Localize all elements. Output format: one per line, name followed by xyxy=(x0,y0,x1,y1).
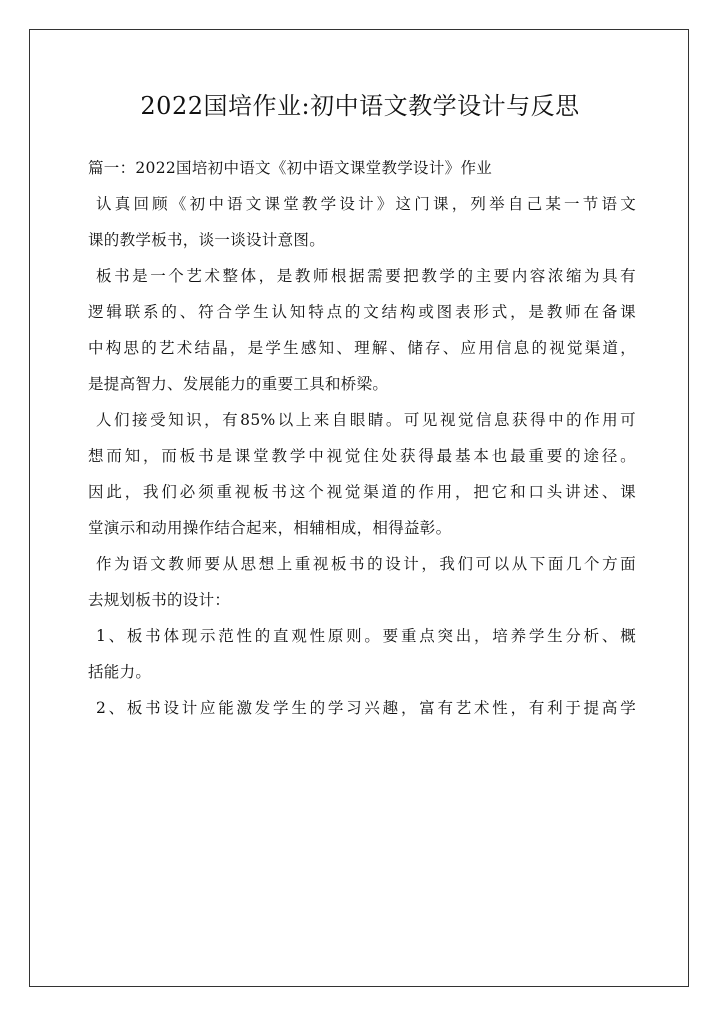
list-item-line: 括能力。 xyxy=(88,663,152,681)
paragraph-line: 想而知，而板书是课堂教学中视觉住处获得最基本也最重要的途径。 xyxy=(88,447,636,465)
paragraph-line: 堂演示和动用操作结合起来，相辅相成，相得益彰。 xyxy=(88,519,452,537)
paragraph-line: 逻辑联系的、符合学生认知特点的文结构或图表形式，是教师在备课 xyxy=(88,303,636,321)
section-heading: 篇一：2022国培初中语文《初中语文课堂教学设计》作业 xyxy=(88,159,493,177)
paragraph-line: 中构思的艺术结晶，是学生感知、理解、储存、应用信息的视觉渠道， xyxy=(88,339,636,357)
paragraph-line: 人们接受知识，有85%以上来自眼睛。可见视觉信息获得中的作用可 xyxy=(96,411,636,429)
document-body xyxy=(88,150,636,726)
paragraph-line: 是提高智力、发展能力的重要工具和桥梁。 xyxy=(88,375,389,393)
list-item-line: 1、板书体现示范性的直观性原则。要重点突出，培养学生分析、概 xyxy=(96,627,636,645)
paragraph-line: 去规划板书的设计： xyxy=(88,591,231,609)
paragraph-line: 板书是一个艺术整体，是教师根据需要把教学的主要内容浓缩为具有 xyxy=(96,267,636,285)
paragraph-line: 课的教学板书，谈一谈设计意图。 xyxy=(88,231,326,249)
document-title: 2022国培作业:初中语文教学设计与反思 xyxy=(140,92,580,120)
paragraph-line: 作为语文教师要从思想上重视板书的设计，我们可以从下面几个方面 xyxy=(96,555,636,573)
paragraph-line: 因此，我们必须重视板书这个视觉渠道的作用，把它和口头讲述、课 xyxy=(88,483,636,501)
list-item-line: 2、板书设计应能激发学生的学习兴趣，富有艺术性，有利于提高学 xyxy=(96,699,636,717)
paragraph-line: 认真回顾《初中语文课堂教学设计》这门课，列举自己某一节语文 xyxy=(96,195,636,213)
